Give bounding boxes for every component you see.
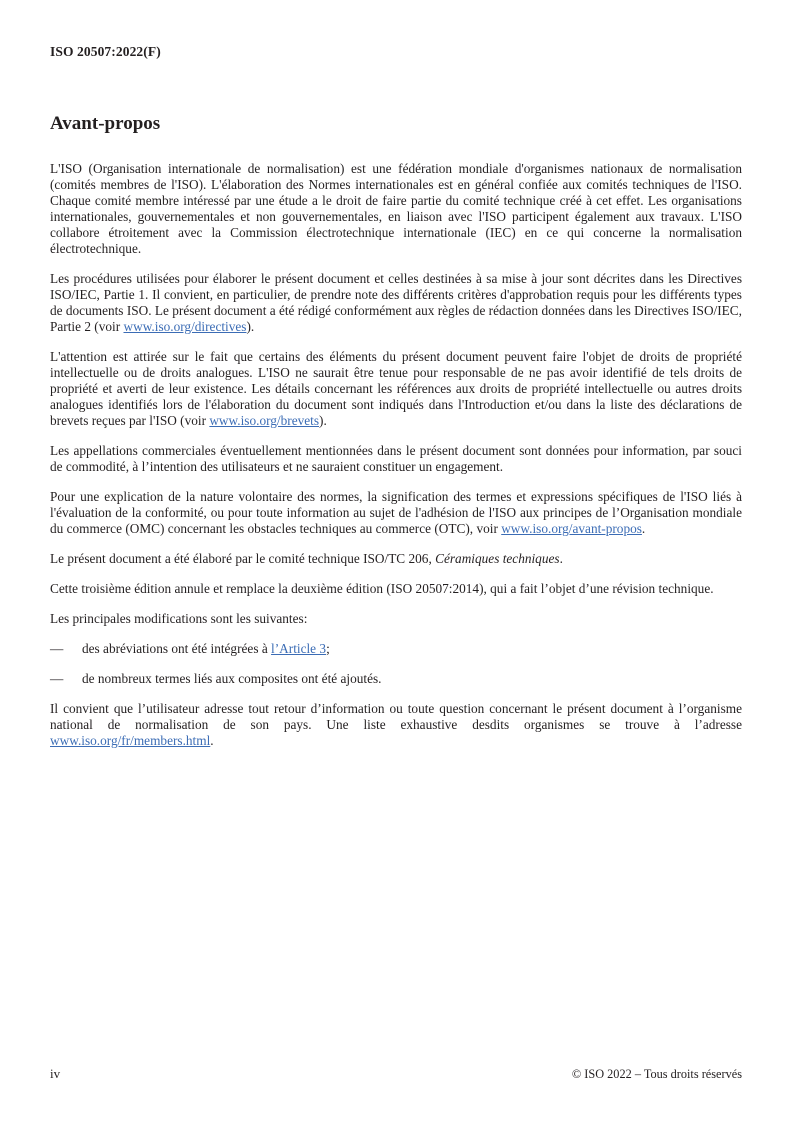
text-run: . xyxy=(641,521,646,536)
text-run: Les principales modifications sont les suivantes: xyxy=(50,611,308,626)
paragraph xyxy=(50,701,742,749)
text-run: Le présent document a été élaboré par le comité technique ISO/TC 206, xyxy=(50,551,436,566)
bullet-dash-icon: — xyxy=(50,671,64,686)
text-run: Les procédures utilisées pour élaborer le présent document et celles destinées à sa mise à jour sont décrites dans les Directives ISO/IEC, Partie 1. Il convient, en particulier, de prendre note des différents critères d'approbation requis pour les différents types de documents ISO. Le présent document a été rédigé conformément aux règles de rédaction données dans les Directives ISO/IEC, Partie 2 (voir xyxy=(50,271,742,334)
paragraph xyxy=(50,489,742,537)
page-number: iv xyxy=(50,1066,61,1081)
text-run: . xyxy=(559,551,563,566)
paragraph xyxy=(50,161,742,257)
hyperlink[interactable]: www.iso.org/brevets xyxy=(209,413,320,428)
text-run: Pour une explication de la nature volontaire des normes, la signification des termes et expressions spécifiques de l'ISO liés à l'évaluation de la conformité, ou pour toute information au sujet de l'adhésion de l'ISO aux principes de l’Organisation mondiale du commerce (OMC) concernant les obstacles techniques au commerce (OTC), voir xyxy=(50,489,742,536)
paragraph xyxy=(50,581,742,597)
copyright-notice: © ISO 2022 – Tous droits réservés xyxy=(571,1067,742,1081)
paragraph xyxy=(50,551,742,567)
text-run: ; xyxy=(326,641,330,656)
hyperlink[interactable]: l’Article 3 xyxy=(271,641,327,656)
hyperlink[interactable]: www.iso.org/directives xyxy=(123,319,247,334)
italic-text: Céramiques techniques xyxy=(435,551,560,566)
text-run: . xyxy=(210,733,214,748)
paragraph xyxy=(50,349,742,429)
bullet-dash-icon: — xyxy=(50,641,64,656)
text-run: Il convient que l’utilisateur adresse tout retour d’information ou toute question concernant le présent document à l’organisme national de normalisation de son pays. Une liste exhaustive desdits organismes se trouve à l’adresse xyxy=(50,701,742,732)
text-run: de nombreux termes liés aux composites ont été ajoutés. xyxy=(82,671,382,686)
text-run: ). xyxy=(246,319,255,334)
page-title: Avant-propos xyxy=(50,113,161,134)
text-run: des abréviations ont été intégrées à xyxy=(82,641,272,656)
text-run: ). xyxy=(319,413,327,428)
text-run: Les appellations commerciales éventuellement mentionnées dans le présent document sont données pour information, par souci de commodité, à l’intention des utilisateurs et ne sauraient constituer un engagement. xyxy=(50,443,742,474)
bullet-item xyxy=(50,641,742,657)
hyperlink[interactable]: www.iso.org/fr/members.html xyxy=(50,733,211,748)
hyperlink[interactable]: www.iso.org/avant-propos xyxy=(501,521,642,536)
page-footer xyxy=(50,1066,742,1082)
document-reference: ISO 20507:2022(F) xyxy=(50,44,161,59)
paragraph xyxy=(50,443,742,475)
paragraph xyxy=(50,271,742,335)
text-run: L'attention est attirée sur le fait que certains des éléments du présent document peuvent faire l'objet de droits de propriété intellectuelle ou de droits analogues. L'ISO ne saurait être tenue pour responsable de ne pas avoir identifié de tels droits de propriété et averti de leur existence. Les détails concernant les références aux droits de propriété intellectuelle ou autres droits analogues identifiés lors de l'élaboration du document sont indiqués dans l'Introduction et/ou dans la liste des déclarations de brevets reçues par l'ISO (voir xyxy=(50,349,742,428)
text-run: Cette troisième édition annule et remplace la deuxième édition (ISO 20507:2014), qui a fait l’objet d’une révision technique. xyxy=(50,581,714,596)
text-run: L'ISO (Organisation internationale de normalisation) est une fédération mondiale d'organismes nationaux de normalisation (comités membres de l'ISO). L'élaboration des Normes internationales est en général confiée aux comités techniques de l'ISO. Chaque comité membre intéressé par une étude a le droit de faire partie du comité technique créé à cet effet. Les organisations internationales, gouvernementales et non gouvernementales, en liaison avec l'ISO participent également aux travaux. L'ISO collabore étroitement avec la Commission électrotechnique internationale (IEC) en ce qui concerne la normalisation électrotechnique. xyxy=(50,161,742,256)
bullet-item xyxy=(50,671,742,687)
bullet-text xyxy=(82,641,742,657)
content-paragraphs xyxy=(50,161,742,749)
bullet-text xyxy=(82,671,742,687)
paragraph xyxy=(50,611,742,627)
